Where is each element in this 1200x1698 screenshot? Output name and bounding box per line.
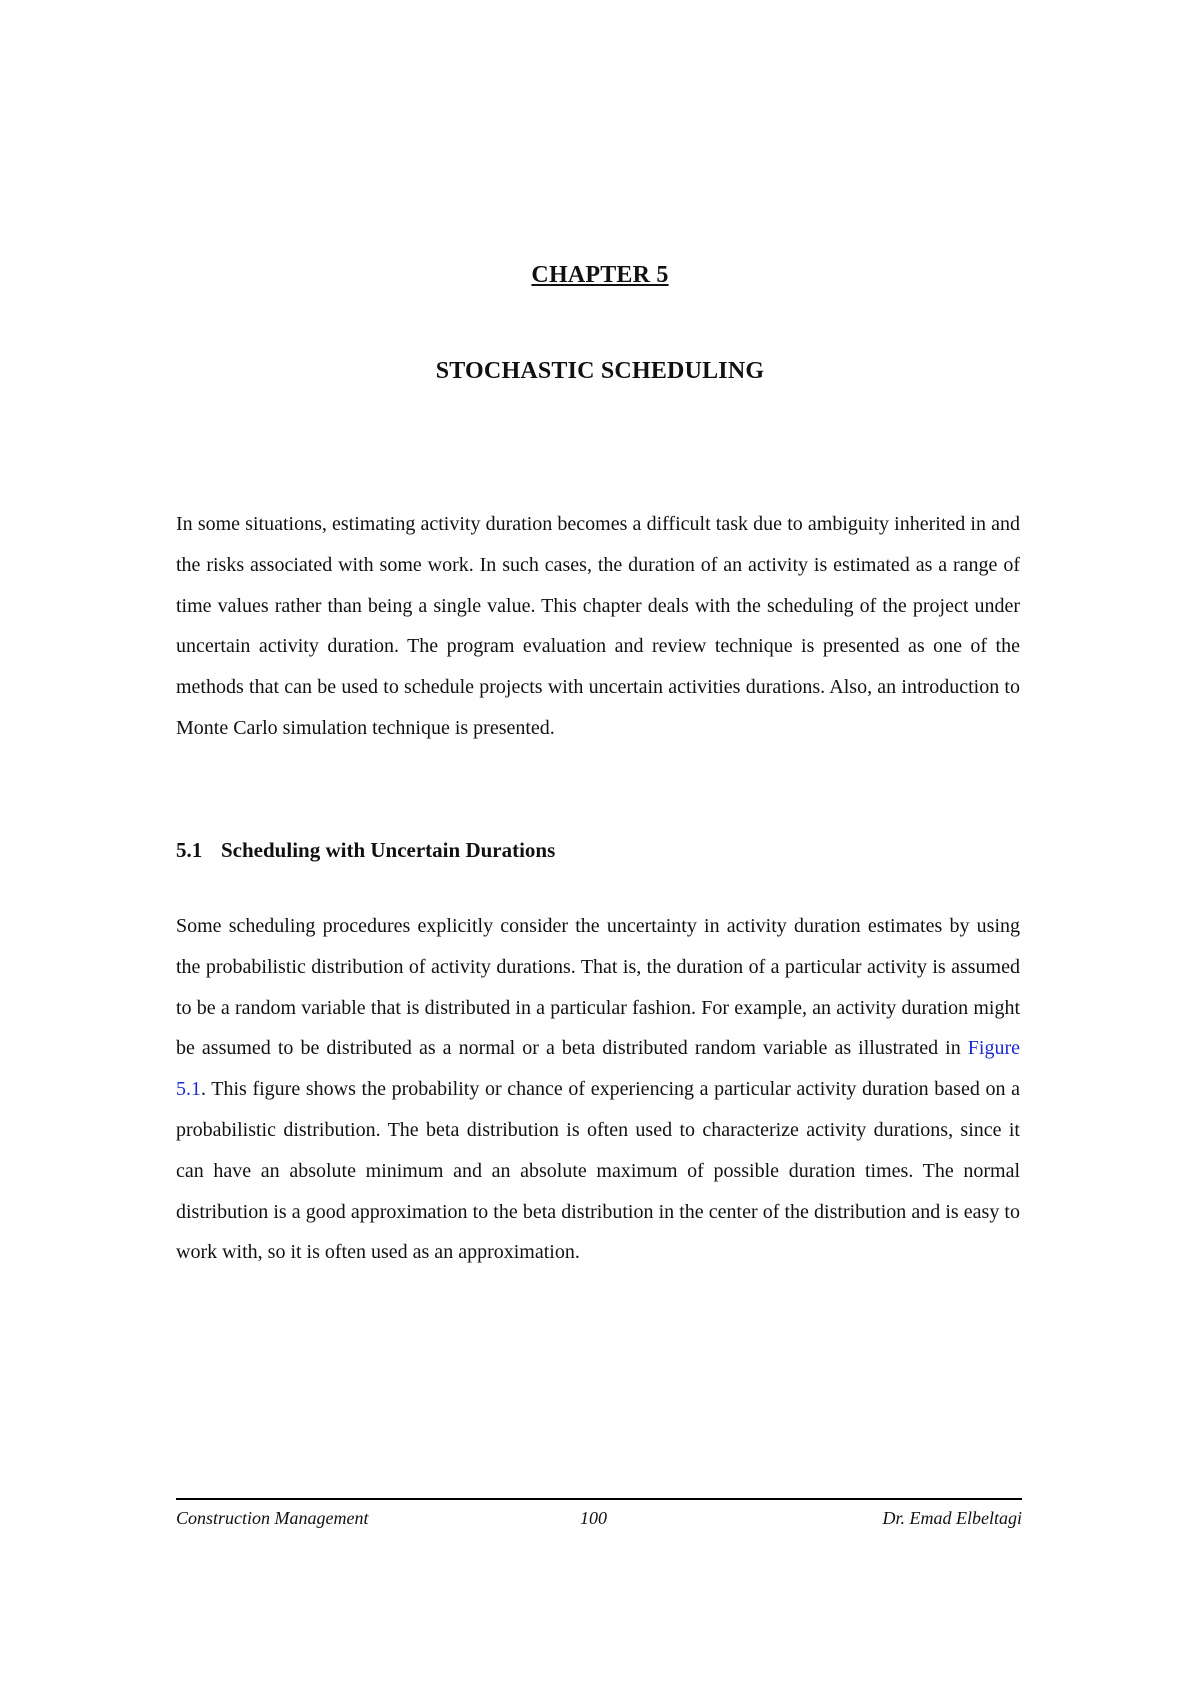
section-paragraph-part1: Some scheduling procedures explicitly consider the uncertainty in activity duration estimates by using the probabilistic distribution of activity durations. That is, the duration of a particular activity is assumed to be a random variable that is distributed in a particular fashion. For example, an activity duration might be assumed to be distributed as a normal or a beta distributed random variable as illustrated in [176,915,1020,1060]
footer-author: Dr. Emad Elbeltagi [882,1508,1022,1528]
footer-page-number: 100 [580,1508,607,1528]
footer-book-title: Construction Management [176,1508,369,1528]
section-title: Scheduling with Uncertain Durations [221,838,556,862]
page-footer [176,1508,1022,1532]
footer-divider [176,1498,1022,1500]
section-paragraph-part2: . This figure shows the probability or chance of experiencing a particular activity duration based on a probabilistic distribution. The beta distribution is often used to characterize activity durations, since it can have an absolute minimum and an absolute maximum of possible duration times. The normal distribution is a good approximation to the beta distribution in the center of the distribution and is easy to work with, so it is often used as an approximation. [176,1078,1020,1264]
section-heading [176,838,555,863]
section-paragraph [176,906,1020,1273]
intro-paragraph: In some situations, estimating activity duration becomes a difficult task due to ambiguity inherited in and the risks associated with some work. In such cases, the duration of an activity is estimated as a range of time values rather than being a single value. This chapter deals with the scheduling of the project under uncertain activity duration. The program evaluation and review technique is presented as one of the methods that can be used to schedule projects with uncertain activities durations. Also, an introduction to Monte Carlo simulation technique is presented. [176,513,1020,739]
figure-link[interactable]: Figure 5.1 [176,1037,1020,1101]
section-number: 5.1 [176,838,203,862]
chapter-title: CHAPTER 5 [531,262,669,288]
chapter-subtitle: STOCHASTIC SCHEDULING [435,358,765,384]
